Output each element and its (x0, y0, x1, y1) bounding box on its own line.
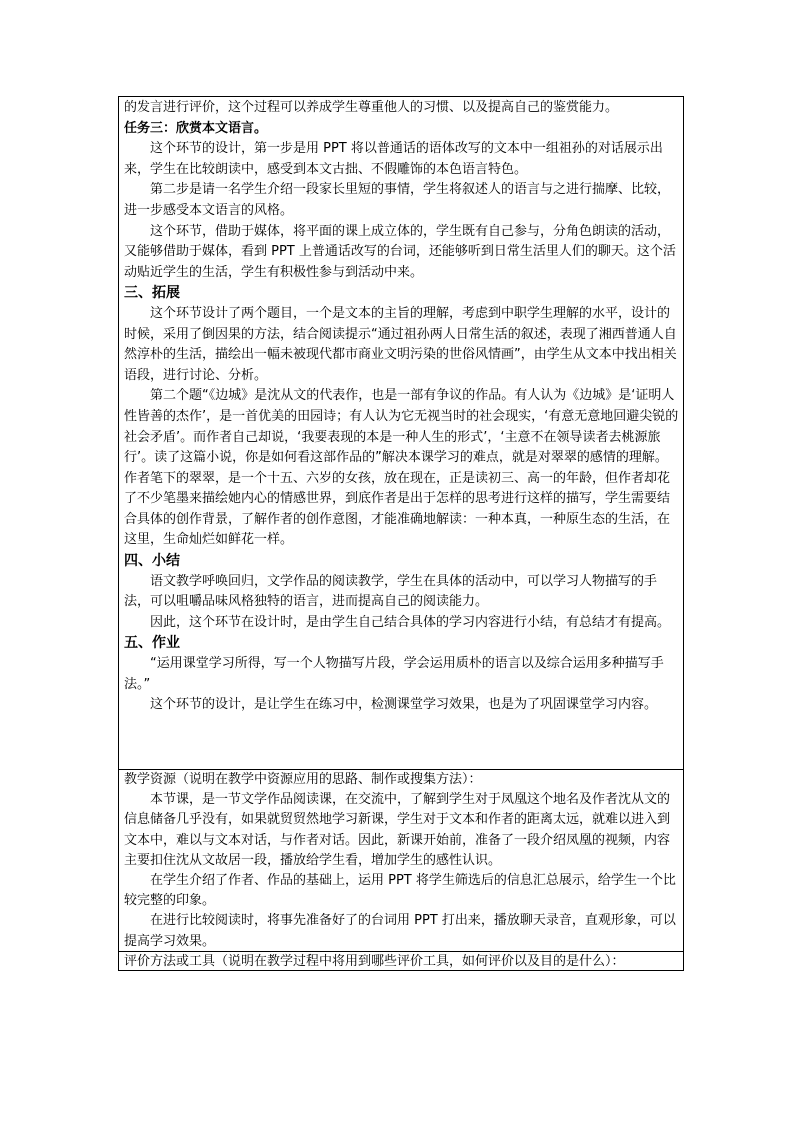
evaluation-heading: 评价方法或工具（说明在教学过程中将用到哪些评价工具，如何评价以及目的是什么）： (124, 954, 625, 969)
section-3-paragraph-1: 这个环节设计了两个题目，一个是文本的主旨的理解，考虑到中职学生理解的水平，设计的时候，采用了倒因果的方法，结合阅读提示“通过祖孙两人日常生活的叙述，表现了湘西普通人自然淳朴的生活，描绘出一幅未被现代都市商业文明污染的世俗风情画”，由学生从文本中找出相关语段，进行讨论、分析。 (124, 305, 677, 383)
section-5-heading: 五、作业 (124, 635, 180, 652)
section-4-paragraph-1: 语文教学呼唤回归，文学作品的阅读教学，学生在具体的活动中，可以学习人物描写的手法，可以咀嚼品味风格独特的语言，进而提高自己的阅读能力。 (124, 573, 658, 610)
resources-paragraph-1: 本节课，是一节文学作品阅读课，在交流中，了解到学生对于凤凰这个地名及作者沈从文的信息储备几乎没有，如果就贸贸然地学习新课，学生对于文本和作者的距离太远，就难以进入到文本中，难以与文本对话，与作者对话。因此，新课开始前，准备了一段介绍凤凰的视频，内容主要扣住沈从文故居一段，播放给学生看，增加学生的感性认识。 (124, 792, 671, 868)
section-5-paragraph-1: “运用课堂学习所得，写一个人物描写片段，学会运用质朴的语言以及综合运用多种描写手法。” (124, 656, 664, 692)
section-3-paragraph-2: 第二个题“《边城》是沈从文的代表作，也是一部有争议的作品。有人认为《边城》是‘证明人性皆善的杰作’，是一首优美的田园诗；有人认为它无视当时的社会现实，‘有意无意地回避尖锐的社会矛盾’。而作者自己却说，‘我要表现的本是一种人生的形式’，‘主意不在领导读者去桃源旅行’。读了这篇小说，你是如何看这部作品的”解决本课学习的难点，就是对翠翠的感情的理解。作者笔下的翠翠，是一个十五、六岁的女孩，放在现在，正是读初三、高一的年龄，但作者却花了不少笔墨来描绘她内心的情感世界，到底作者是出于怎样的思考进行这样的描写，学生需要结合具体的创作背景，了解作者的创作意图，才能准确地解读：一种本真，一种原生态的生活，在这里，生命灿烂如鲜花一样。 (124, 388, 679, 548)
evaluation-body (124, 952, 679, 973)
section-4-heading: 四、小结 (124, 553, 180, 570)
section-4-paragraph-2: 因此，这个环节在设计时，是由学生自己结合具体的学习内容进行小结，有总结才有提高。 (150, 614, 671, 630)
resources-paragraph-2: 在学生介绍了作者、作品的基础上，运用 PPT 将学生筛选后的信息汇总展示，给学生一个比较完整的印象。 (124, 873, 676, 909)
task3-heading: 任务三：欣赏本文语言。 (124, 120, 268, 136)
section-3-heading: 三、拓展 (124, 285, 180, 302)
section-5-paragraph-2: 这个环节的设计，是让学生在练习中，检测课堂学习效果，也是为了巩固课堂学习内容。 (150, 697, 658, 713)
resources-body (124, 770, 679, 952)
intro-tail: 的发言进行评价，这个过程可以养成学生尊重他人的习惯、以及提高自己的鉴赏能力。 (124, 100, 619, 115)
resources-heading: 教学资源（说明在教学中资源应用的思路、制作或搜集方法）： (124, 772, 482, 787)
task3-paragraph-2: 第二步是请一名学生介绍一段家长里短的事情，学生将叙述人的语言与之进行揣摩、比较，进一步感受本文语言的风格。 (124, 182, 671, 218)
task3-paragraph-1: 这个环节的设计，第一步是用 PPT 将以普通话的语体改写的文本中一组祖孙的对话展示出来，学生在比较朗读中，感受到本文古拙、不假雕饰的本色语言特色。 (124, 141, 663, 177)
lesson-plan-body (124, 98, 679, 716)
task3-paragraph-3: 这个环节，借助于媒体，将平面的课上成立体的，学生既有自己参与，分角色朗读的活动，又能够借助于媒体，看到 PPT 上普通话改写的台词，还能够听到日常生活里人们的聊天。这个活动贴近学生的生活，学生有积极性参与到活动中来。 (124, 223, 676, 280)
resources-paragraph-3: 在进行比较阅读时，将事先准备好了的台词用 PPT 打出来，播放聊天录音，直观形象，可以提高学习效果。 (124, 913, 676, 949)
